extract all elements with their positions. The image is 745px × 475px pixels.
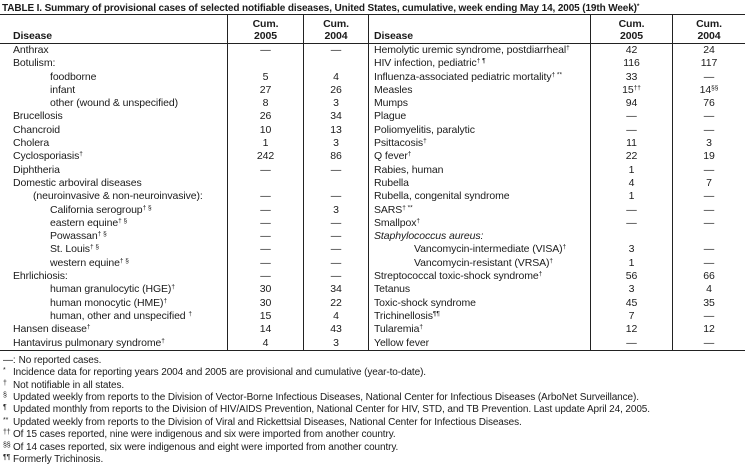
cum-2005-value: 30 <box>227 283 303 296</box>
table-body <box>0 44 745 351</box>
disease-name <box>0 164 227 177</box>
disease-label: Anthrax <box>13 44 49 56</box>
disease-footnote-marker: † <box>171 283 175 291</box>
disease-label: eastern equine <box>50 216 119 229</box>
cum-2005-value: 7 <box>590 310 672 323</box>
cum-2004-value: — <box>672 310 745 323</box>
cum-2004-value: 12 <box>672 323 745 336</box>
table-title <box>0 0 745 14</box>
disease-footnote-marker: † <box>562 243 567 251</box>
cum-2005-value: 42 <box>590 44 672 57</box>
footnote-marker: —: <box>3 354 16 366</box>
cum-2005-value <box>590 230 672 243</box>
disease-name <box>0 97 227 110</box>
disease-name <box>368 204 590 217</box>
cum-2004-value: — <box>672 243 745 256</box>
table-header-row <box>0 14 745 44</box>
cum-2005-value: 15†† <box>590 84 672 97</box>
disease-label: Brucellosis <box>13 110 63 123</box>
value-footnote-marker: †† <box>633 84 641 92</box>
disease-name <box>0 283 227 296</box>
footnote: ¶ Updated monthly from reports to the Division of HIV/AIDS Prevention, National Center for HIV, STD, and TB Prevention. Last update April 24, 2005. <box>3 404 650 416</box>
cum-label: Cum. <box>618 17 645 30</box>
disease-name <box>368 217 590 230</box>
cum-2004-value: 3 <box>303 204 368 217</box>
year-2004-label: 2004 <box>324 29 348 42</box>
cum-2005-value: 94 <box>590 97 672 110</box>
disease-label: Cholera <box>13 137 50 150</box>
cum-2004-value: — <box>303 217 368 230</box>
disease-label: Hemolytic uremic syndrome, postdiarrheal <box>374 44 567 56</box>
disease-name <box>368 71 590 84</box>
footnote: §§ Of 14 cases reported, six were indigenous and eight were imported from another country. <box>3 441 399 453</box>
disease-label: Influenza-associated pediatric mortality <box>374 70 552 83</box>
disease-name <box>368 283 590 296</box>
disease-footnote-marker: † <box>566 44 570 52</box>
cum-2005-value <box>227 177 303 190</box>
column-header-cum-2004-left <box>303 15 368 43</box>
cum-2004-value: 13 <box>303 124 368 137</box>
disease-name <box>368 44 590 57</box>
cum-2005-value: 56 <box>590 270 672 283</box>
disease-label: Plague <box>374 110 407 123</box>
disease-name <box>368 230 590 243</box>
cum-2005-value: — <box>590 337 672 350</box>
cum-2004-value: — <box>672 71 745 84</box>
cum-2004-value: 4 <box>672 283 745 296</box>
disease-label: Hansen disease <box>13 323 87 336</box>
cum-2004-value: 34 <box>303 110 368 123</box>
disease-footnote-marker: † § <box>118 217 128 225</box>
disease-label: other (wound & unspecified) <box>50 97 179 110</box>
disease-footnote-marker: ¶¶ <box>432 310 440 318</box>
disease-footnote-marker: † § <box>119 257 129 265</box>
disease-label: St. Louis <box>50 243 90 256</box>
cum-2005-value: 3 <box>590 243 672 256</box>
disease-name <box>368 337 590 350</box>
disease-label: human, other and unspecified <box>50 309 189 322</box>
cum-2004-value: — <box>303 270 368 283</box>
disease-label: Smallpox <box>374 216 417 229</box>
disease-label: Chancroid <box>13 123 60 136</box>
disease-footnote-marker: † <box>79 150 83 158</box>
disease-footnote-marker: † <box>86 323 91 331</box>
disease-footnote-marker: † § <box>89 243 100 251</box>
disease-label: Hantavirus pulmonary syndrome <box>13 336 162 349</box>
disease-label: HIV infection, pediatric <box>374 57 477 70</box>
disease-label: Tularemia <box>374 323 420 336</box>
disease-name <box>368 323 590 336</box>
cum-2004-value: — <box>672 217 745 230</box>
table-title-footnote-marker: * <box>636 3 640 10</box>
cum-2005-value: 1 <box>590 257 672 270</box>
disease-name <box>0 337 227 350</box>
disease-footnote-marker: † <box>188 310 192 318</box>
column-header-disease-left: Disease <box>13 30 52 42</box>
disease-label: California serogroup <box>50 203 143 216</box>
cum-2004-value: 86 <box>303 150 368 163</box>
column-header-cum-2005-left <box>227 15 303 43</box>
disease-name <box>368 97 590 110</box>
footnote-text: Of 15 cases reported, nine were indigenous and six were imported from another country. <box>13 429 396 441</box>
disease-footnote-marker: † § <box>97 230 107 238</box>
cum-2005-value: 3 <box>590 283 672 296</box>
cum-2005-value: — <box>227 243 303 256</box>
cum-2004-value <box>303 57 368 70</box>
year-2004-label: 2004 <box>697 29 721 42</box>
disease-name <box>0 257 227 270</box>
cum-label: Cum. <box>323 17 349 30</box>
cum-2005-value: 1 <box>227 137 303 150</box>
cum-2004-value: 4 <box>303 310 368 323</box>
disease-name <box>0 71 227 84</box>
footnote-text: Updated weekly from reports to the Division of Vector-Borne Infectious Diseases, National Center for Infectious Diseases (ArboNet Surveillance). <box>13 392 639 404</box>
disease-name <box>0 323 227 336</box>
cum-2004-value: — <box>672 124 745 137</box>
cum-2005-value: 242 <box>227 150 303 163</box>
disease-label: Q fever <box>374 150 408 163</box>
year-2005-label: 2005 <box>620 29 643 42</box>
cum-2005-value: 15 <box>227 310 303 323</box>
cum-2005-value: — <box>590 217 672 230</box>
disease-name <box>368 243 590 256</box>
footnote: † Not notifiable in all states. <box>3 379 125 391</box>
cum-2005-value: — <box>227 190 303 203</box>
footnote <box>3 355 745 367</box>
disease-name <box>368 137 590 150</box>
cum-2004-value: — <box>303 164 368 177</box>
disease-name <box>368 150 590 163</box>
cum-2005-value <box>227 57 303 70</box>
disease-name <box>0 217 227 230</box>
cum-2005-value: 1 <box>590 190 672 203</box>
cum-2004-value: — <box>303 190 368 203</box>
cum-2004-value: 3 <box>672 137 745 150</box>
disease-label: Powassan <box>50 230 98 243</box>
disease-name <box>0 177 227 190</box>
cum-2004-value: 117 <box>672 57 745 70</box>
cum-2004-value <box>303 177 368 190</box>
disease-footnote-marker: † <box>407 150 412 158</box>
footnote: ** Updated weekly from reports to the Division of Viral and Rickettsial Diseases, National Center for Infectious Diseases. <box>3 416 522 428</box>
disease-name <box>0 137 227 150</box>
cum-2005-value: — <box>227 257 303 270</box>
column-header-cum-2004-right <box>672 15 745 43</box>
cum-2005-value: 30 <box>227 297 303 310</box>
cum-2005-value: 4 <box>227 337 303 350</box>
disease-label: SARS <box>374 203 403 216</box>
disease-label: human granulocytic (HGE) <box>50 283 172 296</box>
disease-name <box>368 57 590 70</box>
cum-2005-value: 1 <box>590 164 672 177</box>
cum-2005-value: 8 <box>227 97 303 110</box>
column-header-cum-2005-right <box>590 15 672 43</box>
footnote: ¶¶ Formerly Trichinosis. <box>3 454 104 466</box>
disease-label: Psittacosis <box>374 137 424 150</box>
disease-label: Mumps <box>374 97 408 110</box>
footnote-text: No reported cases. <box>18 354 102 366</box>
cum-2005-value: 27 <box>227 84 303 97</box>
footnote-text: Updated monthly from reports to the Division of HIV/AIDS Prevention, National Center for HIV, STD, and TB Prevention. Last update April 24, 2005. <box>13 404 650 416</box>
disease-footnote-marker: † ¶ <box>476 57 486 65</box>
disease-name <box>0 57 227 70</box>
cum-2005-value: — <box>227 217 303 230</box>
cum-2004-value: 4 <box>303 71 368 84</box>
disease-label: Trichinellosis <box>374 309 433 322</box>
cum-2004-value: — <box>672 164 745 177</box>
footnote-text: Not notifiable in all states. <box>13 379 125 391</box>
disease-label: Vancomycin-intermediate (VISA) <box>414 243 563 256</box>
cum-2005-value: 12 <box>590 323 672 336</box>
cum-2005-value: — <box>227 270 303 283</box>
disease-label: Cyclosporiasis <box>13 150 80 163</box>
cum-2005-value: — <box>227 230 303 243</box>
disease-name <box>0 243 227 256</box>
disease-name <box>0 297 227 310</box>
footnote-text: Of 14 cases reported, six were indigenous and eight were imported from another country. <box>13 441 399 453</box>
disease-name <box>368 297 590 310</box>
cum-2004-value: — <box>303 230 368 243</box>
table-title-text: TABLE I. Summary of provisional cases of selected notifiable diseases, United States, cumulative, week ending May 14, 2005 (19th Week) <box>2 3 637 14</box>
disease-label: infant <box>50 83 76 96</box>
disease-footnote-marker: † <box>538 270 543 278</box>
disease-name <box>368 190 590 203</box>
disease-label: Streptococcal toxic-shock syndrome <box>374 270 539 283</box>
cum-2004-value: — <box>672 110 745 123</box>
disease-label: Vancomycin-resistant (VRSA) <box>414 256 550 269</box>
cum-2005-value: 26 <box>227 110 303 123</box>
disease-name <box>368 84 590 97</box>
disease-footnote-marker: † <box>419 323 424 331</box>
footnote-text: Formerly Trichinosis. <box>13 454 104 466</box>
disease-name <box>368 164 590 177</box>
disease-label: human monocytic (HME) <box>50 296 164 309</box>
disease-name <box>0 124 227 137</box>
cum-2004-value: — <box>672 204 745 217</box>
cum-2004-value: 24 <box>672 44 745 57</box>
disease-label: Tetanus <box>374 283 411 296</box>
disease-footnote-marker: † <box>423 137 427 145</box>
cum-2005-value: 33 <box>590 71 672 84</box>
disease-label: Staphylococcus aureus: <box>374 230 484 243</box>
disease-name <box>0 110 227 123</box>
disease-label: Toxic-shock syndrome <box>374 296 476 309</box>
disease-name <box>0 150 227 163</box>
cum-2004-value: — <box>303 243 368 256</box>
disease-label: western equine <box>50 256 120 269</box>
disease-name <box>0 310 227 323</box>
footnotes-section <box>0 355 745 467</box>
cum-2004-value: 19 <box>672 150 745 163</box>
disease-name <box>0 84 227 97</box>
cum-2004-value: 7 <box>672 177 745 190</box>
cum-2004-value: — <box>303 257 368 270</box>
footnote-text: Incidence data for reporting years 2004 and 2005 are provisional and cumulative (year-to-date). <box>13 367 426 379</box>
disease-name <box>0 190 227 203</box>
disease-name <box>0 204 227 217</box>
disease-label: Poliomyelitis, paralytic <box>374 123 475 136</box>
disease-name <box>368 110 590 123</box>
disease-name <box>368 270 590 283</box>
cum-2004-value: 14§§ <box>672 84 745 97</box>
disease-label: foodborne <box>50 70 97 83</box>
cum-2004-value <box>672 230 745 243</box>
cum-2004-value: — <box>672 337 745 350</box>
cum-2004-value: 22 <box>303 297 368 310</box>
cum-2005-value: — <box>590 204 672 217</box>
footnote: * Incidence data for reporting years 2004 and 2005 are provisional and cumulative (year-to-date). <box>3 367 426 379</box>
disease-label: Ehrlichiosis: <box>13 270 68 283</box>
cum-2005-value: 45 <box>590 297 672 310</box>
disease-footnote-marker: † ** <box>551 71 562 79</box>
disease-label: Botulism: <box>13 57 56 70</box>
cum-2005-value: 22 <box>590 150 672 163</box>
year-2005-label: 2005 <box>254 29 277 42</box>
cum-2005-value: 11 <box>590 137 672 150</box>
disease-label: Rubella, congenital syndrome <box>374 190 510 203</box>
cum-2005-value: 116 <box>590 57 672 70</box>
cum-label: Cum. <box>252 17 279 30</box>
cum-2004-value: 3 <box>303 97 368 110</box>
disease-name <box>368 124 590 137</box>
disease-name <box>368 257 590 270</box>
disease-label: Domestic arboviral diseases <box>13 176 142 189</box>
disease-footnote-marker: † § <box>142 204 152 212</box>
footnote: § Updated weekly from reports to the Division of Vector-Borne Infectious Diseases, National Center for Infectious Diseases (ArboNet Surveillance). <box>3 392 639 404</box>
cum-2004-value: 3 <box>303 137 368 150</box>
value-footnote-marker: §§ <box>711 84 719 92</box>
disease-name <box>0 270 227 283</box>
disease-footnote-marker: † <box>161 337 165 345</box>
disease-label: Rabies, human <box>374 163 444 176</box>
cum-2005-value: — <box>227 44 303 57</box>
cum-2005-value: — <box>590 124 672 137</box>
cum-2005-value: — <box>590 110 672 123</box>
disease-name <box>0 44 227 57</box>
disease-label: Diphtheria <box>13 163 60 176</box>
cum-2004-value: 66 <box>672 270 745 283</box>
cum-2005-value: 14 <box>227 323 303 336</box>
cum-2004-value: 26 <box>303 84 368 97</box>
disease-name <box>368 177 590 190</box>
footnote-text: Updated weekly from reports to the Division of Viral and Rickettsial Diseases, National Center for Infectious Diseases. <box>13 416 522 428</box>
disease-footnote-marker: † <box>549 257 554 265</box>
cum-2004-value: 43 <box>303 323 368 336</box>
disease-footnote-marker: † <box>163 297 168 305</box>
cum-2004-value: 34 <box>303 283 368 296</box>
cum-2004-value: 3 <box>303 337 368 350</box>
cum-2004-value: 76 <box>672 97 745 110</box>
cum-2005-value: — <box>227 164 303 177</box>
disease-label: Measles <box>374 83 413 96</box>
cum-2004-value: — <box>672 190 745 203</box>
cum-2005-value: 4 <box>590 177 672 190</box>
disease-label: (neuroinvasive & non-neuroinvasive): <box>33 190 203 203</box>
disease-label: Rubella <box>374 176 409 189</box>
cum-2005-value: 10 <box>227 124 303 137</box>
cum-2005-value: 5 <box>227 71 303 84</box>
cum-2004-value: — <box>672 257 745 270</box>
cum-2005-value: — <box>227 204 303 217</box>
disease-name <box>0 230 227 243</box>
disease-footnote-marker: † ** <box>402 204 413 212</box>
column-header-disease-right: Disease <box>368 15 590 43</box>
disease-footnote-marker: † <box>416 217 421 225</box>
cum-2004-value: 35 <box>672 297 745 310</box>
cum-2004-value: — <box>303 44 368 57</box>
cum-label: Cum. <box>696 17 722 30</box>
footnote: †† Of 15 cases reported, nine were indigenous and six were imported from another country. <box>3 429 396 441</box>
disease-name <box>368 310 590 323</box>
disease-label: Yellow fever <box>374 336 430 349</box>
